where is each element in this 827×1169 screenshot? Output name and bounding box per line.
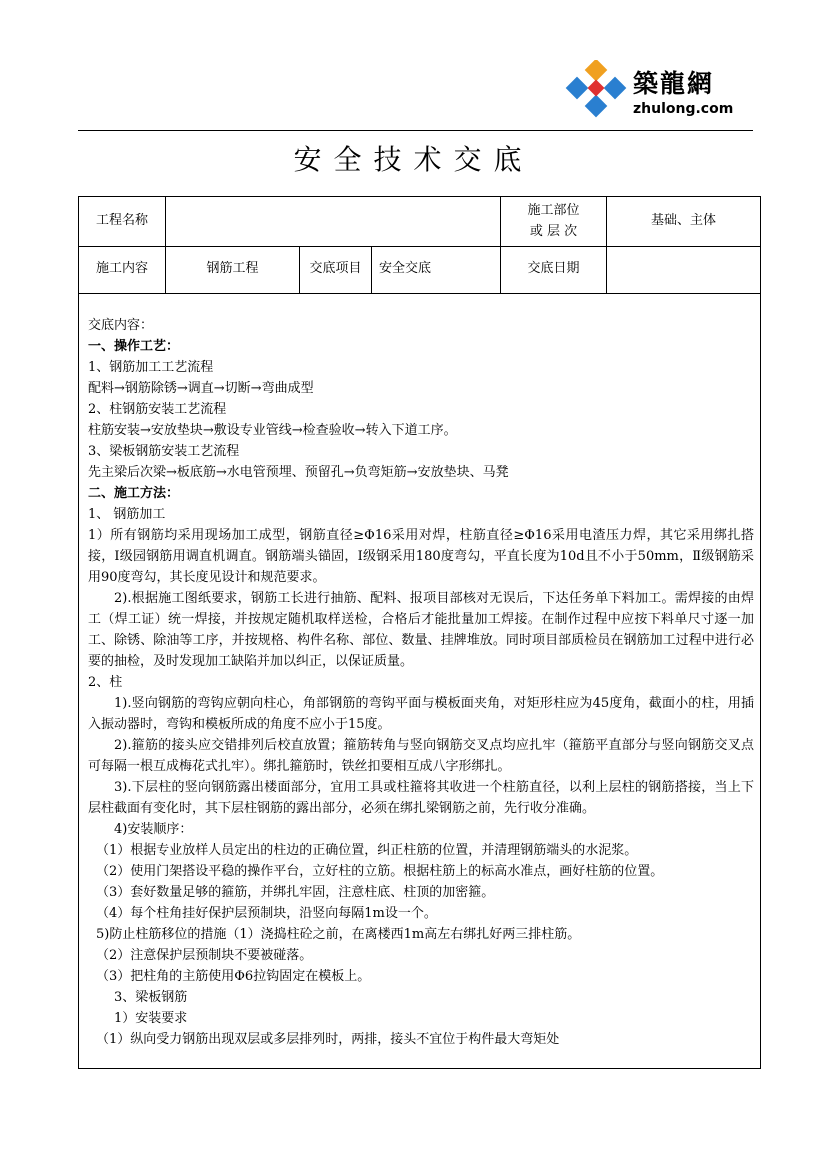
text-line: （1）纵向受力钢筋出现双层或多层排列时，两排，接头不宜位于构件最大弯矩处 <box>96 1032 560 1047</box>
section-heading: 二、施工方法： <box>88 486 180 501</box>
zhulong-logo <box>563 58 753 128</box>
header-rule <box>78 130 753 131</box>
logo-mark-icon <box>563 60 629 126</box>
text-line: （1）根据专业放样人员定出的柱边的正确位置，纠正柱筋的位置，并清理钢筋端头的水泥浆。 <box>96 843 638 858</box>
text-line: （3）套好数量足够的箍筋，并绑扎牢固，注意柱底、柱顶的加密箍。 <box>96 885 495 900</box>
text-line: （2）注意保护层预制块不要被碰落。 <box>96 948 313 963</box>
row-divider <box>79 246 760 247</box>
disclosure-table <box>78 196 761 1069</box>
text-line: 2、柱钢筋安装工艺流程 <box>88 402 227 417</box>
text-line: 配料→钢筋除锈→调直→切断→弯曲成型 <box>88 381 314 396</box>
text-line: 4)安装顺序： <box>114 822 193 837</box>
paragraph: 1）所有钢筋均采用现场加工成型，钢筋直径≥Φ16采用对焊，柱筋直径≥Φ16采用电渣压力焊，其它采用绑扎搭接，Ⅰ级园钢筋用调直机调直。钢筋端头锚固，Ⅰ级钢采用180度弯勾，平直长度为10d且不小于50mm，Ⅱ级钢筋采用90度弯勾，其长度见设计和规范要求。 <box>88 528 754 585</box>
text-line: 1）安装要求 <box>114 1011 188 1026</box>
page-title: 安全技术交底 <box>293 143 534 176</box>
item-label: 交底项目 <box>309 261 362 276</box>
content-label: 施工内容 <box>95 261 148 276</box>
location-label-line1: 施工部位 <box>527 203 580 218</box>
text-line: 先主梁后次梁→板底筋→水电管预埋、预留孔→负弯矩筋→安放垫块、马凳 <box>88 465 509 480</box>
project-name-label: 工程名称 <box>95 213 148 228</box>
logo-chinese-text: 築龍網 <box>633 69 715 98</box>
section-heading: 一、操作工艺： <box>88 339 180 354</box>
location-label-line2: 或 层 次 <box>529 224 578 239</box>
paragraph: 1).竖向钢筋的弯钩应朝向柱心，角部钢筋的弯钩平面与模板面夹角，对矩形柱应为45度角，截面小的柱，用插入振动器时，弯钩和模板所成的角度不应小于15度。 <box>88 696 754 732</box>
disclosure-content <box>88 315 754 1050</box>
text-line: 1、钢筋加工工艺流程 <box>88 360 214 375</box>
text-line: 柱筋安装→安放垫块→敷设专业管线→检查验收→转入下道工序。 <box>88 423 457 438</box>
paragraph: 3).下层柱的竖向钢筋露出楼面部分，宜用工具或柱箍将其收进一个柱筋直径，以利上层柱的钢筋搭接，当上下层柱截面有变化时，其下层柱钢筋的露出部分，必须在绑扎梁钢筋之前，先行收分准确。 <box>88 780 754 816</box>
content-value: 钢筋工程 <box>206 261 259 276</box>
text-line: 1、 钢筋加工 <box>88 507 166 522</box>
text-line: 3、梁板钢筋安装工艺流程 <box>88 444 240 459</box>
date-label: 交底日期 <box>527 261 580 276</box>
col-divider <box>371 246 372 293</box>
location-value: 基础、主体 <box>650 213 716 228</box>
text-line: （3）把柱角的主筋使用Φ6拉钩固定在模板上。 <box>96 969 371 984</box>
item-value: 安全交底 <box>379 261 432 276</box>
content-heading: 交底内容： <box>88 318 154 333</box>
text-line: （2）使用门架搭设平稳的操作平台，立好柱的立筋。根据柱筋上的标高水准点，画好柱筋的位置。 <box>96 864 664 879</box>
text-line: 5)防止柱筋移位的措施（1）浇捣柱砼之前，在离楼西1m高左右绑扎好两三排柱筋。 <box>96 927 581 942</box>
text-line: 3、梁板钢筋 <box>114 990 188 1005</box>
paragraph: 2).根据施工图纸要求，钢筋工长进行抽筋、配料、报项目部核对无误后，下达任务单下料加工。需焊接的由焊工（焊工证）统一焊接，并按规定随机取样送检，合格后才能批量加工焊接。在制作过程中应按下料单尺寸逐一加工、除锈、除油等工序，并按规格、构件名称、部位、数量、挂牌堆放。同时项目部质检员在钢筋加工过程中进行必要的抽检，及时发现加工缺陷并加以纠正，以保证质量。 <box>88 591 754 669</box>
text-line: 2、柱 <box>88 675 123 690</box>
paragraph: 2).箍筋的接头应交错排列后校直放置；箍筋转角与竖向钢筋交叉点均应扎牢（箍筋平直部分与竖向钢筋交叉点可每隔一根互成梅花式扎牢）。绑扎箍筋时，铁丝扣要相互成八字形绑扎。 <box>88 738 754 774</box>
row-divider <box>79 293 760 294</box>
logo-english-text: zhulong.com <box>633 101 734 117</box>
text-line: （4）每个柱角挂好保护层预制块，沿竖向每隔1m设一个。 <box>96 906 437 921</box>
